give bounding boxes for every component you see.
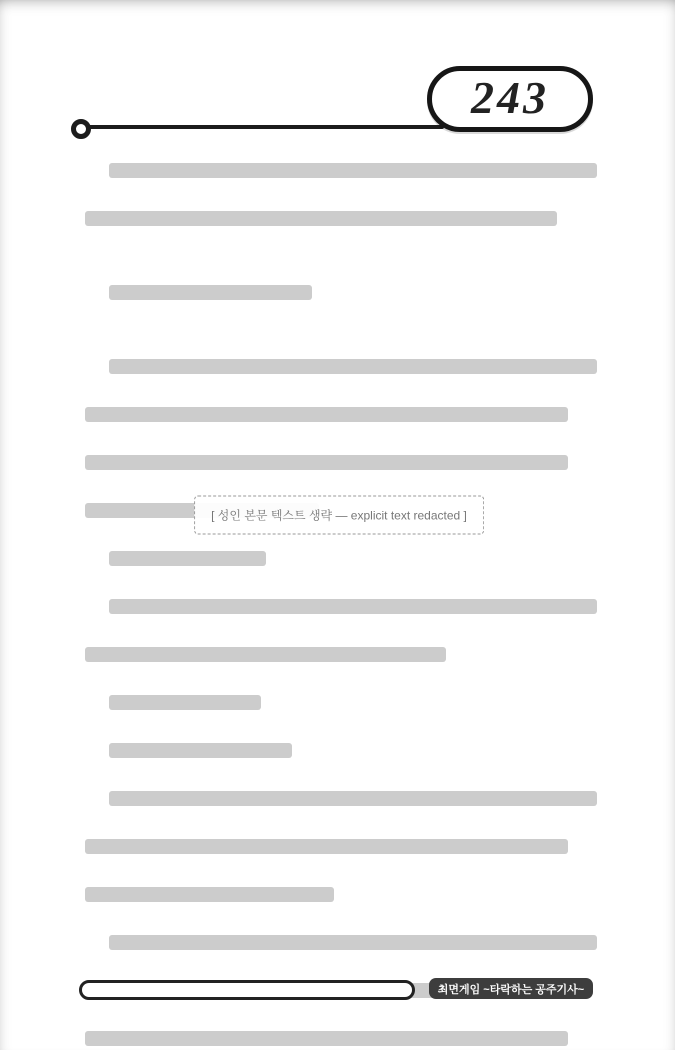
paragraph-redacted — [85, 791, 593, 924]
header-rule — [88, 125, 444, 129]
redacted-text-line — [109, 285, 312, 300]
body-text-redacted — [85, 163, 593, 1050]
redacted-text-line — [109, 743, 292, 758]
redacted-text-line — [85, 887, 334, 902]
paragraph-redacted — [85, 599, 593, 684]
page-body — [85, 152, 593, 942]
book-title: 최면게임 ~타락하는 공주기사~ — [437, 983, 585, 996]
paragraph-redacted — [85, 743, 593, 780]
redacted-text-line — [85, 839, 568, 854]
redacted-text-line — [109, 695, 261, 710]
footer-ornament-pill — [79, 980, 415, 1000]
redacted-text-line — [109, 599, 597, 614]
book-title-badge — [429, 978, 593, 999]
redacted-text-line — [85, 1031, 568, 1046]
redacted-text-line — [85, 407, 568, 422]
paragraph-redacted — [85, 551, 593, 588]
page-number-badge — [427, 66, 593, 132]
paragraph-redacted — [85, 163, 593, 248]
paragraph-redacted — [85, 285, 593, 322]
page-number: 243 — [471, 71, 549, 123]
redacted-text-line — [109, 551, 266, 566]
redacted-text-line — [85, 211, 557, 226]
redacted-text-line — [109, 163, 597, 178]
redacted-text-line — [85, 455, 568, 470]
redacted-text-line — [85, 647, 446, 662]
paragraph-redacted — [85, 695, 593, 732]
redacted-text-line — [109, 791, 597, 806]
redacted-text-line — [109, 935, 597, 950]
header-ring-ornament — [71, 119, 91, 139]
redaction-notice: [ 성인 본문 텍스트 생략 — explicit text redacted ] — [194, 496, 484, 535]
redacted-text-line — [109, 359, 597, 374]
